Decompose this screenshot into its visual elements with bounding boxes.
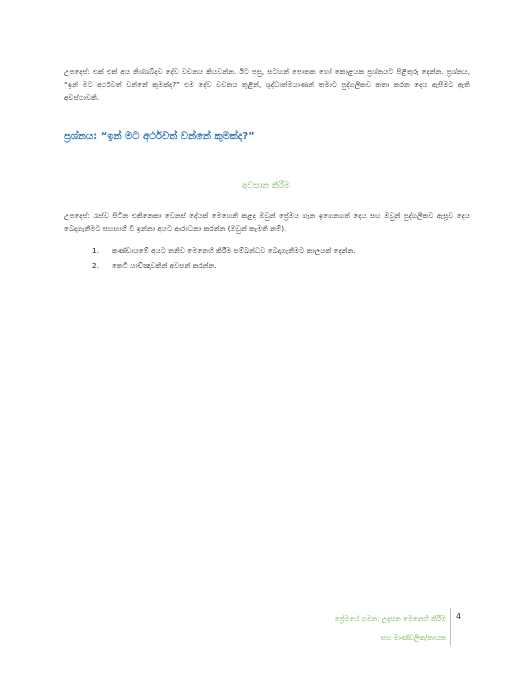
list-item-text: කණ්ඩායමේ අයට තනිව මෙනෙහි කිරීම සම්බන්ධව බෙදාගැනීමට කාලයක් දෙන්න. xyxy=(112,246,356,255)
instruction-paragraph-2: උපදෙස්: රැස්ව සිටින එකිනෙකා වෙනස් දේයක් මෙහෙනි කළද ඔවුන් ප්‍රේමය ගැන ඉගෙනගත් දෙය සහ ඔවුන් පුද්ගලිකව ඇසූව දෙය බෙදාගැනීමට සහභාගී වී ඉන්නා අයට ආරාධනා කරන්න (ඔවුන් කැමති නම්). xyxy=(64,211,470,233)
list-item xyxy=(92,243,472,258)
list-item-number: 1. xyxy=(92,246,99,255)
page-footer xyxy=(250,610,446,648)
list-item-number: 2. xyxy=(92,261,99,270)
section-heading-closing: අවසාන කිරීම xyxy=(241,181,290,191)
footer-title-line-2: සහ මාණ්ඩලික/නායක xyxy=(380,634,446,642)
footer-title-line-1: ප්‍රේමයේ ගමන: උදැසන මෙනෙහි කිරීම xyxy=(334,615,446,623)
list-item xyxy=(92,258,472,273)
list-item-text: කෙටි යාච්ඤාවකින් අවසන් කරන්න. xyxy=(112,261,217,270)
closing-steps-list xyxy=(92,243,472,273)
page-number: 4 xyxy=(456,612,462,621)
footer-divider xyxy=(450,608,451,646)
instruction-paragraph-1: උපදෙස්: එක් එක් අය නිශ්ශබ්දව දේව වචනය කියවන්න. ඊට පසු, සටහන් පොතක හෝ කොළයක ප්‍රශ්නයට පිළිතුරු දෙන්න. ප්‍රශ්නය, “ඉන් මට අර්ථවත් වන්නේ කුමක්ද?” එම දේව වචනය තුළින්, ශුද්ධාත්මයාණන් තමාට පුද්ගලිකව කතා කරන දෙය ඇසීමට ඇති අවස්ථාවකි. xyxy=(64,67,470,102)
question-heading: ප්‍රශ්නය: “ඉන් මට අර්ථවත් වන්නේ කුමක්ද?” xyxy=(64,131,255,142)
